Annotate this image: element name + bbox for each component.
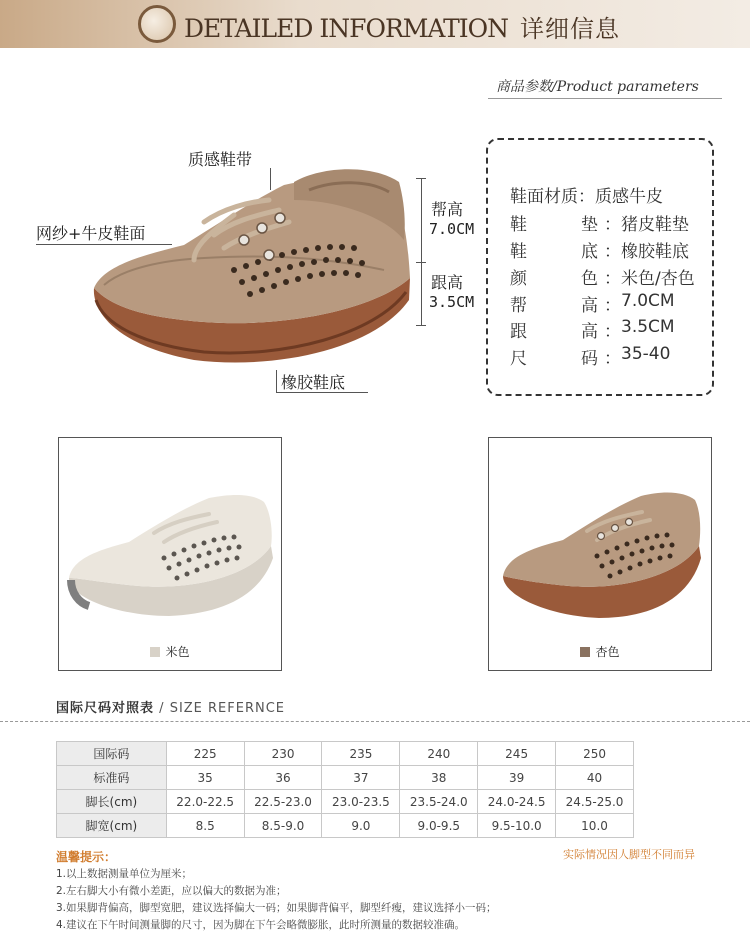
param-value: 7.0CM bbox=[621, 291, 675, 311]
table-cell: 23.0-23.5 bbox=[322, 790, 400, 814]
table-cell: 230 bbox=[244, 742, 322, 766]
swatch-apricot bbox=[580, 647, 590, 657]
param-value: 35-40 bbox=[621, 344, 671, 364]
param-key2: 高 bbox=[581, 322, 598, 342]
measure-vertical-line bbox=[421, 178, 422, 325]
table-cell: 40 bbox=[556, 766, 634, 790]
upper-height-value: 7.0CM bbox=[429, 220, 475, 238]
row-label: 脚长(cm) bbox=[57, 790, 167, 814]
color-label-beige: 米色 bbox=[59, 643, 281, 660]
param-key2: 色 bbox=[581, 269, 598, 289]
tip-item: 4.建议在下午时间测量脚的尺寸，因为脚在下午会略微膨胀，此时所测量的数据较准确。 bbox=[56, 919, 466, 931]
param-key: 鞋面材质 bbox=[510, 187, 578, 207]
callout-sole-underline bbox=[276, 392, 368, 393]
table-cell: 245 bbox=[478, 742, 556, 766]
swatch-beige bbox=[150, 647, 160, 657]
tip-item: 3.如果脚背偏高，脚型宽肥，建议选择偏大一码；如果脚背偏平，脚型纤瘦，建议选择小一码； bbox=[56, 902, 497, 914]
table-cell: 35 bbox=[166, 766, 244, 790]
table-cell: 10.0 bbox=[556, 814, 634, 838]
callout-sole-line bbox=[276, 370, 277, 392]
table-row bbox=[57, 766, 634, 790]
table-cell: 22.0-22.5 bbox=[166, 790, 244, 814]
param-value: 米色/杏色 bbox=[621, 269, 695, 289]
table-cell: 36 bbox=[244, 766, 322, 790]
main-shoe-image bbox=[84, 160, 424, 390]
param-value: 猪皮鞋垫 bbox=[621, 215, 689, 235]
table-cell: 23.5-24.0 bbox=[400, 790, 478, 814]
size-chart-title bbox=[56, 697, 285, 716]
param-row-sole: 鞋 底 ： 橡胶鞋底 bbox=[510, 237, 689, 262]
beige-shoe-image bbox=[59, 438, 281, 628]
table-cell: 9.0-9.5 bbox=[400, 814, 478, 838]
color-option-apricot[interactable] bbox=[488, 437, 712, 671]
param-key: 颜 bbox=[510, 269, 527, 289]
table-cell: 225 bbox=[166, 742, 244, 766]
callout-sole: 橡胶鞋底 bbox=[281, 373, 346, 392]
row-label: 国际码 bbox=[57, 742, 167, 766]
measure-tick-mid bbox=[416, 262, 426, 263]
callout-upper-line bbox=[36, 244, 172, 245]
param-key: 尺 bbox=[510, 349, 527, 369]
size-chart-separator: / bbox=[159, 701, 165, 716]
heel-height-label: 跟高 bbox=[431, 273, 464, 292]
upper-height-label: 帮高 bbox=[431, 200, 464, 219]
param-row-color: 颜 色 ： 米色/杏色 bbox=[510, 264, 695, 289]
parameter-box bbox=[486, 138, 714, 396]
param-row-heel-height: 跟 高 ： 3.5CM bbox=[510, 317, 675, 342]
param-key: 跟 bbox=[510, 322, 527, 342]
table-cell: 235 bbox=[322, 742, 400, 766]
param-row-material: 鞋面材质 ： 质感牛皮 bbox=[510, 182, 663, 207]
measure-tick-bottom bbox=[416, 325, 426, 326]
header-banner bbox=[0, 0, 750, 48]
table-row bbox=[57, 742, 634, 766]
param-key2: 高 bbox=[581, 296, 598, 316]
measure-tick-top bbox=[416, 178, 426, 179]
tip-item: 2.左右脚大小有微小差距，应以偏大的数据为准； bbox=[56, 885, 287, 897]
table-cell: 24.5-25.0 bbox=[556, 790, 634, 814]
callout-strap-line bbox=[270, 168, 271, 190]
table-cell: 240 bbox=[400, 742, 478, 766]
tips-title: 温馨提示： bbox=[56, 850, 117, 864]
table-cell: 38 bbox=[400, 766, 478, 790]
param-row-insole: 鞋 垫 ： 猪皮鞋垫 bbox=[510, 210, 689, 235]
tip-item: 1.以上数据测量单位为厘米； bbox=[56, 868, 193, 880]
param-key2: 底 bbox=[581, 242, 598, 262]
apricot-shoe-image bbox=[489, 438, 711, 628]
param-key2: 码 bbox=[581, 349, 598, 369]
param-value: 橡胶鞋底 bbox=[621, 242, 689, 262]
param-key2: 垫 bbox=[581, 215, 598, 235]
table-cell: 250 bbox=[556, 742, 634, 766]
param-value: 3.5CM bbox=[621, 317, 675, 337]
product-parameters-heading: 商品参数/Product parameters bbox=[496, 79, 699, 95]
table-cell: 37 bbox=[322, 766, 400, 790]
table-cell: 9.5-10.0 bbox=[478, 814, 556, 838]
param-row-upper-height: 帮 高 ： 7.0CM bbox=[510, 291, 675, 316]
table-row bbox=[57, 814, 634, 838]
color-option-beige[interactable] bbox=[58, 437, 282, 671]
tips-right-note: 实际情况因人脚型不同而异 bbox=[563, 848, 695, 861]
table-cell: 39 bbox=[478, 766, 556, 790]
callout-strap: 质感鞋带 bbox=[188, 150, 253, 169]
callout-upper: 网纱+牛皮鞋面 bbox=[36, 224, 146, 243]
page-title bbox=[184, 9, 620, 44]
table-cell: 24.0-24.5 bbox=[478, 790, 556, 814]
row-label: 脚宽(cm) bbox=[57, 814, 167, 838]
table-row bbox=[57, 790, 634, 814]
size-chart-title-cn: 国际尺码对照表 bbox=[56, 701, 155, 716]
table-cell: 9.0 bbox=[322, 814, 400, 838]
page-title-en: DETAILED INFORMATION bbox=[184, 14, 508, 43]
table-cell: 8.5 bbox=[166, 814, 244, 838]
param-key: 帮 bbox=[510, 296, 527, 316]
heading-underline bbox=[488, 98, 722, 99]
heel-height-value: 3.5CM bbox=[429, 293, 475, 311]
param-key: 鞋 bbox=[510, 242, 527, 262]
param-row-size: 尺 码 ： 35-40 bbox=[510, 344, 671, 369]
color-label-apricot: 杏色 bbox=[489, 643, 711, 660]
section-divider bbox=[0, 721, 750, 722]
row-label: 标准码 bbox=[57, 766, 167, 790]
size-table bbox=[56, 741, 634, 838]
table-cell: 8.5-9.0 bbox=[244, 814, 322, 838]
ring-ornament-icon bbox=[138, 5, 176, 43]
param-key: 鞋 bbox=[510, 215, 527, 235]
table-cell: 22.5-23.0 bbox=[244, 790, 322, 814]
size-chart-title-en: SIZE REFERNCE bbox=[169, 701, 286, 716]
param-value: 质感牛皮 bbox=[595, 187, 663, 207]
page-title-cn: 详细信息 bbox=[520, 15, 620, 43]
